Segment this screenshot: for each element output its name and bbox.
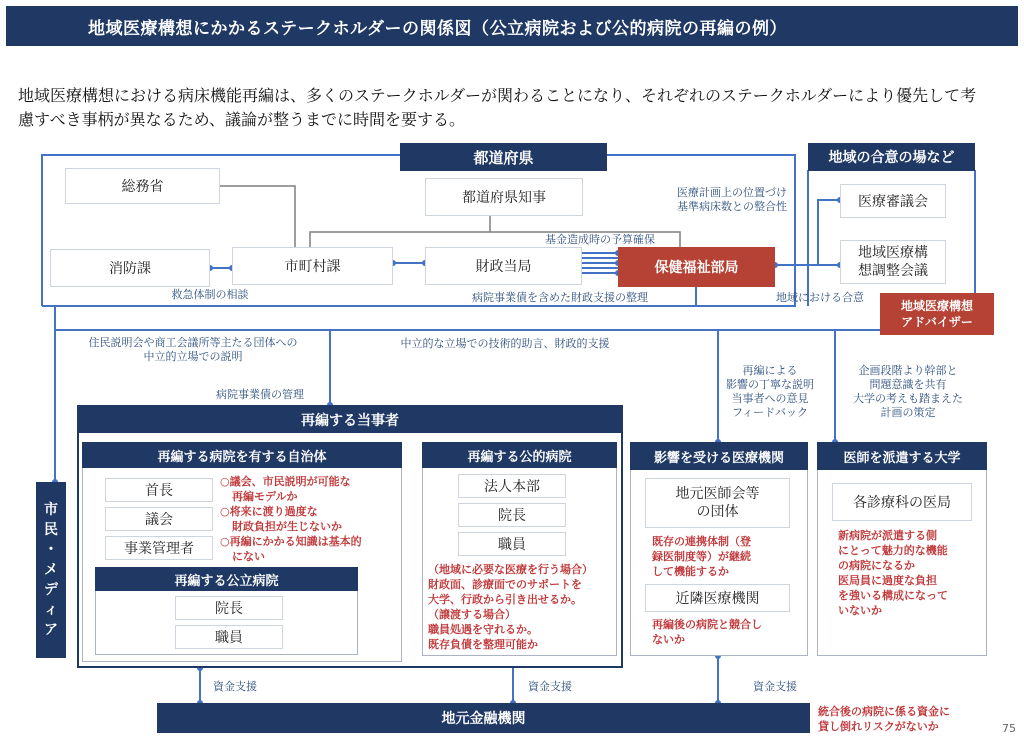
note-agree: 地域における合意 xyxy=(776,291,864,304)
prefecture-header: 都道府県 xyxy=(400,143,607,171)
note-plan-univ-line-1: 企画段階より幹部と xyxy=(858,364,958,377)
univ-issue-line-4: 医局員に過度な負担 xyxy=(838,574,937,587)
bank-issue-line-1: 統合後の病院に係る資金に xyxy=(818,705,950,718)
semi-public-issues xyxy=(428,562,616,652)
citizens-media-bar xyxy=(36,482,66,658)
local-gov-header: 再編する病院を有する自治体 xyxy=(82,442,402,468)
lg-issue-1-line-2: 再編モデルか xyxy=(232,490,298,503)
lg-issue-3-line-2: にない xyxy=(232,550,265,563)
assembly-box: 議会 xyxy=(105,507,213,531)
assoc-line-1: 地元医師会等 xyxy=(675,486,760,502)
af-issue-1-line-3: して機能するか xyxy=(652,565,729,578)
fund-note-2: 資金支援 xyxy=(528,680,572,693)
adjust-line-1: 地域医療構 xyxy=(858,245,928,261)
intro-line-2: 慮すべき事柄が異なるため、議論が整うまでに時間を要する。 xyxy=(18,110,466,129)
intro-line-1: 地域医療構想における病床機能再編は、多くのステークホルダーが関わることになり、それぞれのステークホルダーにより優先して考 xyxy=(18,86,977,105)
univ-issue-line-1: 新病院が派遣する側 xyxy=(838,529,937,542)
note-residents-line-2: 中立的立場での説明 xyxy=(143,350,243,363)
note-plan-line-1: 医療計画上の位置づけ xyxy=(677,186,787,199)
semi-public-hq-box: 法人本部 xyxy=(458,474,566,498)
note-plan-univ-line-3: 大学の考えも踏まえた xyxy=(853,392,963,405)
note-plan-univ-line-2: 問題意識を共有 xyxy=(869,378,947,391)
somusho-box: 総務省 xyxy=(65,168,220,204)
sp-issue-line-3: 大学、行政から引き出せるか。 xyxy=(428,593,582,606)
bank-issue xyxy=(818,704,988,734)
sp-issue-line-1: （地域に必要な医療を行う場合） xyxy=(428,563,593,576)
municipal-box: 市町村課 xyxy=(232,247,393,285)
council-box: 医療審議会 xyxy=(840,184,946,218)
univ-issue-line-5: を強いる構成になって xyxy=(838,589,948,602)
sp-issue-line-5: 職員処遇を守れるか。 xyxy=(428,623,538,636)
media-char-1: 市 xyxy=(44,502,58,518)
public-hosp-staff-box: 職員 xyxy=(175,625,283,649)
adjust-line-2: 想調整会議 xyxy=(858,263,928,279)
university-header: 医師を派遣する大学 xyxy=(817,442,987,470)
assoc-line-2: の団体 xyxy=(696,504,739,520)
univ-issue-line-2: にとって魅力的な機能 xyxy=(838,544,948,557)
media-char-7: ア xyxy=(44,622,58,638)
local-bank-bar: 地元金融機関 xyxy=(157,703,810,733)
note-plan xyxy=(672,186,792,214)
sp-issue-line-6: 既存負債を整理可能か xyxy=(428,638,538,651)
af-issue-1-line-1: 既存の連携体制（登 xyxy=(652,535,751,548)
health-dept-box: 保健福祉部局 xyxy=(618,247,775,287)
lg-issue-2-line-2: 財政負担が生じないか xyxy=(232,520,342,533)
mayor-box: 首長 xyxy=(105,478,213,502)
univ-issue-line-3: の病院になるか xyxy=(838,559,915,572)
af-issue-2-line-1: 再編後の病院と競合し xyxy=(652,618,762,631)
note-reorg-line-1: 再編による xyxy=(742,364,798,377)
affected-issue-1 xyxy=(652,534,802,579)
note-plan-univ-line-4: 計画の策定 xyxy=(880,406,936,419)
media-char-3: ・ xyxy=(44,542,58,558)
sp-issue-line-4: （譲渡する場合） xyxy=(428,608,516,621)
note-plan-line-2: 基準病床数との整合性 xyxy=(677,200,787,213)
note-residents xyxy=(58,336,328,364)
media-char-6: ィ xyxy=(44,602,58,618)
governor-box: 都道府県知事 xyxy=(425,178,583,216)
univ-issue-line-6: いないか xyxy=(838,604,882,617)
lg-issue-2-line-1: ○将来に渡り過度な xyxy=(220,505,318,518)
public-hosp-director-box: 院長 xyxy=(175,596,283,620)
semi-public-director-box: 院長 xyxy=(458,503,566,527)
affected-header: 影響を受ける医療機関 xyxy=(630,442,808,470)
media-char-5: デ xyxy=(44,582,58,598)
note-bond: 病院事業債の管理 xyxy=(216,388,304,401)
affected-issue-2 xyxy=(652,617,802,647)
semi-public-header: 再編する公的病院 xyxy=(422,442,617,468)
local-gov-issues xyxy=(220,474,400,564)
fire-dept-box: 消防課 xyxy=(50,249,210,287)
advisor-line-2: アドバイザー xyxy=(901,315,973,329)
public-hosp-header: 再編する公立病院 xyxy=(95,567,358,591)
consensus-header: 地域の合意の場など xyxy=(808,143,975,171)
finance-box: 財政当局 xyxy=(425,247,582,285)
sp-issue-line-2: 財政面、診療面でのサポートを xyxy=(428,578,582,591)
note-reorg xyxy=(720,364,820,420)
af-issue-2-line-2: ないか xyxy=(652,633,685,646)
af-issue-1-line-2: 録医制度等）が継続 xyxy=(652,550,751,563)
page-title: 地域医療構想にかかるステークホルダーの関係図（公立病院および公的病院の再編の例） xyxy=(6,6,1018,46)
semi-public-staff-box: 職員 xyxy=(458,532,566,556)
note-plan-univ xyxy=(848,364,968,420)
note-emergency: 救急体制の相談 xyxy=(171,288,249,301)
media-char-2: 民 xyxy=(44,522,58,538)
note-residents-line-1: 住民説明会や商工会議所等主たる団体への xyxy=(88,336,298,349)
note-fund: 基金造成時の予算確保 xyxy=(545,233,655,246)
parties-header: 再編する当事者 xyxy=(79,407,621,433)
note-finance-support: 病院事業債を含めた財政支援の整理 xyxy=(472,291,648,304)
medical-assoc-box xyxy=(645,478,790,528)
note-reorg-line-3: 当事者への意見 xyxy=(731,392,809,405)
adjust-meeting-box xyxy=(840,240,946,284)
note-reorg-line-2: 影響の丁寧な説明 xyxy=(726,378,814,391)
media-char-4: メ xyxy=(44,562,58,578)
fund-note-1: 資金支援 xyxy=(213,680,257,693)
lg-issue-1-line-1: ○議会、市民説明が可能な xyxy=(220,475,351,488)
manager-box: 事業管理者 xyxy=(105,536,213,560)
page-number: 75 xyxy=(1002,722,1016,735)
advisor-line-1: 地域医療構想 xyxy=(900,299,973,313)
neighbor-box: 近隣医療機関 xyxy=(645,584,790,612)
depts-box: 各診療科の医局 xyxy=(832,483,972,521)
advisor-box xyxy=(880,293,994,335)
note-neutral: 中立的な立場での技術的助言、財政的支援 xyxy=(400,337,610,350)
lg-issue-3-line-1: ○再編にかかる知識は基本的 xyxy=(220,535,362,548)
university-issues xyxy=(838,528,978,618)
fund-note-3: 資金支援 xyxy=(753,680,797,693)
note-reorg-line-4: フィードバック xyxy=(732,406,808,419)
bank-issue-line-2: 貸し倒れリスクがないか xyxy=(818,720,939,733)
